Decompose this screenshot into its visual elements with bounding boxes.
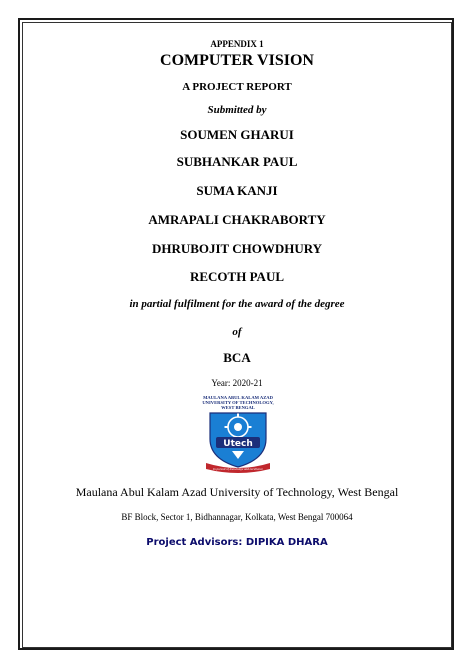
author-name: SOUMEN GHARUI xyxy=(180,127,294,142)
author-name: SUBHANKAR PAUL xyxy=(176,154,298,169)
university-name: Maulana Abul Kalam Azad University of Technology, West Bengal xyxy=(75,485,399,499)
degree-statement: in partial fulfilment for the award of the degree xyxy=(129,298,345,310)
author-name: RECOTH PAUL xyxy=(189,269,284,284)
author-name: DHRUBOJIT CHOWDHURY xyxy=(151,241,323,256)
report-title: COMPUTER VISION xyxy=(160,52,314,69)
university-address: BF Block, Sector 1, Bidhannagar, Kolkata, West Bengal 700064 xyxy=(121,512,353,522)
report-subtitle: A PROJECT REPORT xyxy=(182,81,292,93)
of-label: of xyxy=(232,326,242,338)
logo-motto: In pursuit of knowledge and excellence xyxy=(213,467,263,471)
author-name: AMRAPALI CHAKRABORTY xyxy=(148,212,326,227)
logo-text-line-1: MAULANA ABUL KALAM AZAD xyxy=(203,395,273,400)
author-name: SUMA KANJI xyxy=(196,183,278,198)
degree-name: BCA xyxy=(223,350,251,365)
logo-text-line-2: UNIVERSITY OF TECHNOLOGY, xyxy=(202,400,274,405)
academic-year: Year: 2020-21 xyxy=(211,378,263,388)
logo-text-line-3: WEST BENGAL xyxy=(221,405,255,410)
submitted-by-label: Submitted by xyxy=(207,104,267,116)
project-advisors: Project Advisors: DIPIKA DHARA xyxy=(146,537,328,548)
appendix-label: APPENDIX 1 xyxy=(210,39,264,49)
university-logo xyxy=(200,393,276,473)
logo-brand: Utech xyxy=(223,439,253,449)
